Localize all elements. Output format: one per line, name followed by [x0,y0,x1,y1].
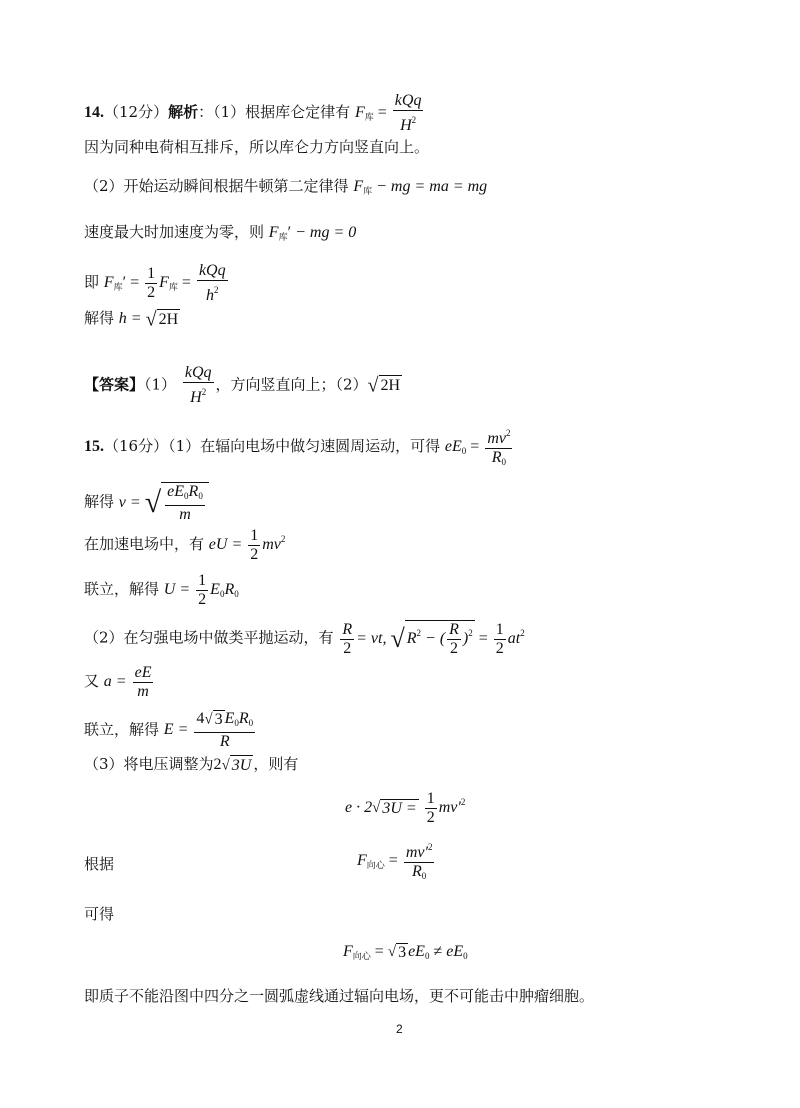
q14-line-3: （2）开始运动瞬间根据牛顿第二定律得 $F_库$ − mg = ma = mg [84,177,488,196]
q15-final-line: 即质子不能沿图中四分之一圆弧虚线通过辐向电场，更不可能击中肿瘤细胞。 [84,987,595,1005]
q15-line-8: （3）将电压调整为2√ 3U ，则有 [84,755,299,774]
q15-line-7: 联立，解得 E = $\frac{4√ 3 E_0R_0}{R}$ [84,710,254,751]
q15-genju: 根据 [84,855,115,873]
q15-line-1: 15.（16分）（1）在辐向电场中做匀速圆周运动，可得 $eE_0$ = $\frac{mv^2}{R_0}$ [84,424,514,471]
q15-centered-eq-2: $F_{向心}$ = $\frac{mv'^2}{R_0}$ [357,838,436,885]
q15-line-5: （2）在匀强电场中做类平抛运动，有 $\frac{R}{2}$ = vt, √ $R^2$ − ( $\frac{R}{2}$ )$^2$ = $\frac{1}{2}$ $at^2$ [84,620,525,657]
q15-line-3: 在加速电场中，有 eU = $\frac{1}{2}$ $mv^2$ [84,527,286,563]
page-number: 2 [396,1022,403,1036]
q14-jiexi: 解析 [168,103,199,122]
q14-line-2: 因为同种电荷相互排斥，所以库仑力方向竖直向上。 [84,138,430,156]
q15-centered-eq-3: $F_{向心}$ = √ 3 $eE_0 \ne eE_0$ [343,943,468,961]
q14-line-6: 解得 h = √ 2H [84,308,179,331]
q15-line-6: 又 a = $\frac{eE}{m}$ [84,664,152,700]
q15-line-2: 解得 v = √ $\frac{eE_0R_0}{m}$ [84,482,209,524]
q14-line-1: 14.（12分）解析：（1）根据库仑定律有 $F_库$ = $\frac{\text{kQq}}{H^2}$ [84,92,425,135]
q14-number: 14. [84,104,104,122]
q14-points: （12分） [104,103,169,122]
coulomb-formula: $F_库$ = $\frac{\text{kQq}}{H^2}$ [354,92,422,134]
q15-line-4: 联立，解得 U = $\frac{1}{2}$ $E_0R_0$ [84,572,239,608]
q14-line-5: 即 $F_库'$ = $\frac{1}{2}$ $F_库$ = $\frac{\text{kQq}}{h^2}$ [84,262,226,304]
q15-centered-eq-1: e · 2√ 3U = $\frac{1}{2}$ $mv'^2$ [345,790,466,826]
q15-kede: 可得 [84,905,115,923]
q14-answer: 【答案】（1） $\frac{\text{kQq}}{H^2}$ ，方向竖直向上；（2）√ 2H [84,364,401,406]
q14-line-4: 速度最大时加速度为零，则 $F_库'$ − mg = 0 [84,223,357,242]
